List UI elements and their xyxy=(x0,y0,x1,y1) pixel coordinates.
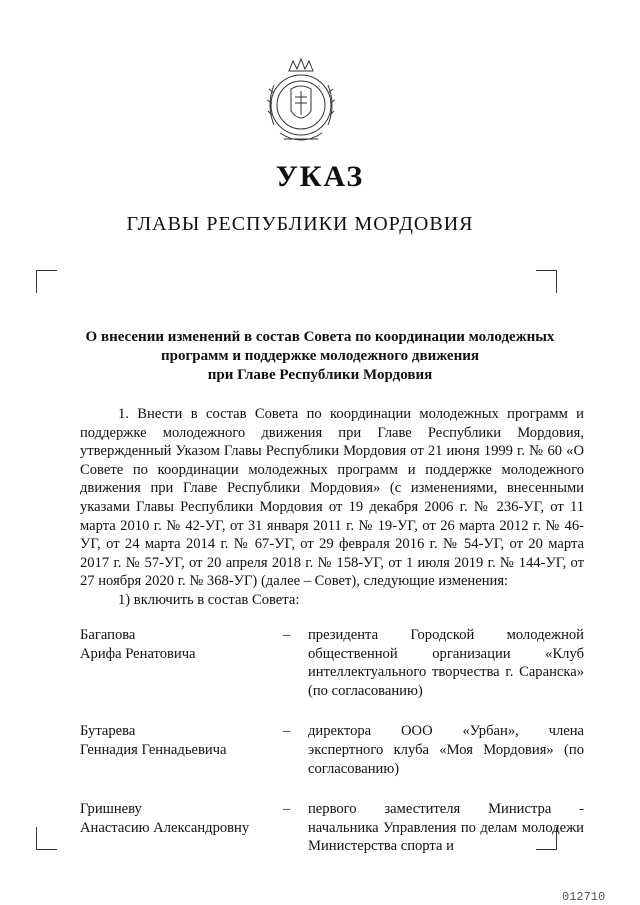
member-name xyxy=(80,800,283,856)
member-description: президента Городской молодежной общественной организации «Клуб интеллектуального творчества г. Саранска» (по согласованию) xyxy=(308,627,584,699)
member-dash: – xyxy=(283,627,291,643)
corner-mark-top-right xyxy=(536,270,557,293)
decree-heading xyxy=(60,328,580,385)
member-given-name: Геннадия Геннадьевича xyxy=(80,741,227,758)
member-list xyxy=(80,626,584,878)
heading-line: при Главе Республики Мордовия xyxy=(207,367,433,383)
corner-mark-top-left xyxy=(36,270,57,293)
member-entry xyxy=(80,626,584,700)
member-given-name: Арифа Ренатовича xyxy=(80,645,196,662)
member-entry xyxy=(80,722,584,778)
member-description: директора ООО «Урбан», члена экспертного клуба «Моя Мордовия» (по согласованию) xyxy=(308,723,584,777)
paragraph-1: 1. Внести в состав Совета по координации молодежных программ и поддержке молодежного движения при Главе Республики Мордовия, утвержденный Указом Главы Республики Мордовия от 21 июня 1999 г. № 60 «О Совете по координации молодежных программ и поддержке молодежного движения при Главе Республики Мордовия» (с изменениями, внесенными указами Главы Республики Мордовия от 19 декабря 2006 г. № 236-УГ, от 11 марта 2010 г. № 42-УГ, от 31 января 2011 г. № 19-УГ, от 26 марта 2012 г. № 46-УГ, от 24 марта 2014 г. № 67-УГ, от 29 февраля 2016 г. № 54-УГ, от 20 марта 2017 г. № 57-УГ, от 20 апреля 2018 г. № 158-УГ, от 1 июля 2019 г. № 144-УГ, от 27 ноября 2020 г. № 368-УГ) (далее – Совет), следующие изменения: xyxy=(80,406,584,590)
heading-line: программ и поддержке молодежного движения xyxy=(161,348,479,364)
member-dash: – xyxy=(283,801,291,818)
member-surname: Бутарева xyxy=(80,723,136,740)
coat-of-arms-emblem xyxy=(262,55,340,155)
member-surname: Багапова xyxy=(80,627,136,643)
document-title: УКАЗ xyxy=(275,160,365,193)
member-surname: Гришневу xyxy=(80,801,142,818)
corner-mark-bottom-left xyxy=(36,827,57,850)
document-serial-number: 012710 xyxy=(562,890,606,904)
member-given-name: Анастасию Александровну xyxy=(80,819,250,836)
member-description: первого заместителя Министра - начальника Управления по делам молодежи Министерства спорта и xyxy=(308,801,584,855)
member-dash: – xyxy=(283,723,291,740)
decree-body xyxy=(80,405,584,610)
document-subtitle: ГЛАВЫ РЕСПУБЛИКИ МОРДОВИЯ xyxy=(126,213,474,235)
member-name xyxy=(80,626,283,700)
member-name xyxy=(80,722,283,778)
member-entry xyxy=(80,800,584,856)
heading-line: О внесении изменений в состав Совета по координации молодежных xyxy=(85,329,555,345)
paragraph-2: 1) включить в состав Совета: xyxy=(118,591,300,608)
